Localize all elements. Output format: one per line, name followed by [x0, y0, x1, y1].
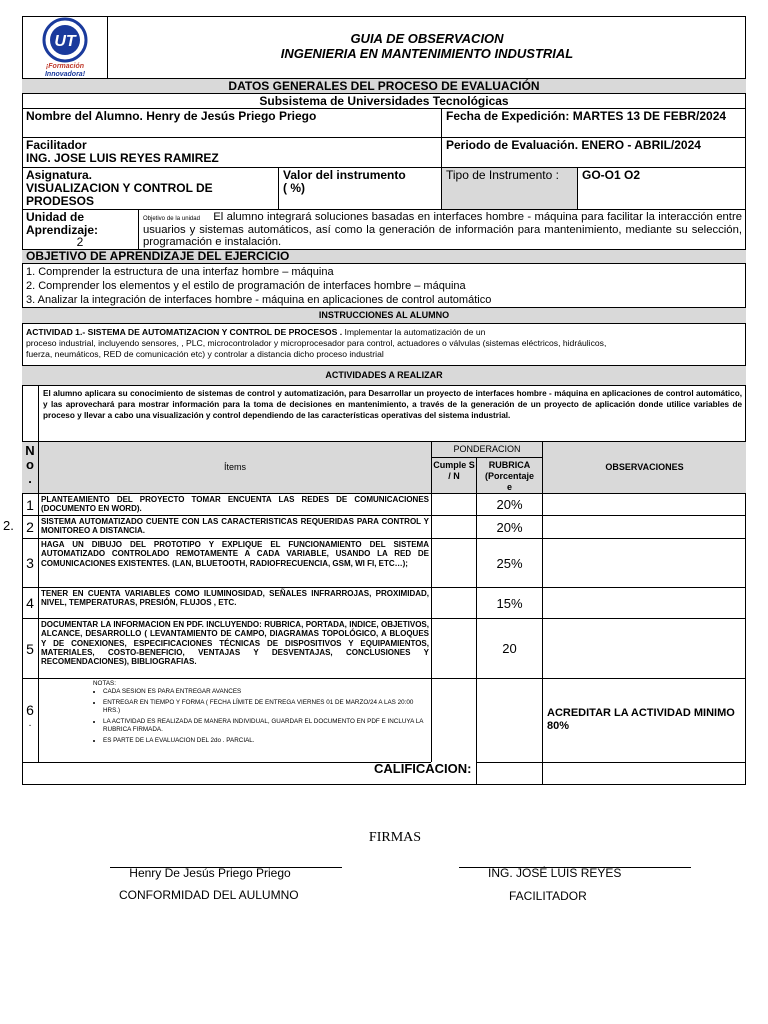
col-no-header: N o . — [22, 441, 38, 493]
row-6-cumple[interactable] — [431, 678, 476, 762]
row-5-observaciones[interactable] — [542, 618, 746, 678]
row-3-item: HAGA UN DIBUJO DEL PROTOTIPO Y EXPLIQUE EL FUNCIONAMIENTO DEL SISTEMA AUTOMATIZADO CONTROLADO REMOTAMENTE A CADA VARIABLE, USANDO LA RED DE COMUNICACIONES EXISTENTES. (LAN, BLUETOOTH, RADIOFRECUENCIA, GSM, WI FI, ETC…); — [38, 538, 431, 587]
logo-text: UT — [54, 33, 76, 50]
instrument-value-label: Valor del instrumento — [283, 168, 406, 182]
subject-name: VISUALIZACION Y CONTROL DE PRODESOS — [26, 181, 213, 208]
learning-unit — [22, 209, 138, 249]
instrument-value-percent: ( %) — [283, 181, 305, 195]
note-4: • ES PARTE DE LA EVALUACION DEL 2do . PARCIAL. — [103, 737, 429, 745]
row-6-no: 6 . — [22, 678, 38, 762]
row-1-rubrica: 20% — [476, 493, 542, 515]
row-2-item: SISTEMA AUTOMATIZADO CUENTE CON LAS CARACTERISTICAS REQUERIDAS PARA CONTROL Y MONITOREO A DISTANCIA. — [38, 515, 431, 538]
title-line-1: GUIA DE OBSERVACION — [350, 31, 504, 46]
row-6-notes — [38, 678, 431, 762]
row-4-cumple[interactable] — [431, 587, 476, 618]
row-4-item: TENER EN CUENTA VARIABLES COMO ILUMINOSIDAD, SEÑALES INFRARROJAS, PROXIMIDAD, NIVEL, TEMPERATURAS, PRESIÓN, FLUJOS , ETC. — [38, 587, 431, 618]
unit-objective — [138, 209, 746, 249]
header-title — [108, 31, 746, 61]
title-line-2: INGENIERIA EN MANTENIMIENTO INDUSTRIAL — [280, 46, 574, 61]
row-4-rubrica: 15% — [476, 587, 542, 618]
calificacion-observaciones[interactable] — [542, 762, 746, 785]
row-1-item: PLANTEAMIENTO DEL PROYECTO TOMAR ENCUENTA LAS REDES DE COMUNICACIONES (DOCUMENTO EN WORD). — [38, 493, 431, 515]
row-3-rubrica: 25% — [476, 538, 542, 587]
activity-title: ACTIVIDAD 1.- SISTEMA DE AUTOMATIZACION Y CONTROL DE PROCESOS . — [26, 327, 343, 337]
subject-label: Asignatura. — [26, 168, 93, 182]
unit-label: Unidad de Aprendizaje: — [26, 210, 99, 237]
row-5-cumple[interactable] — [431, 618, 476, 678]
facilitator-signature-role: FACILITADOR — [509, 889, 587, 903]
activities-description: El alumno aplicara su conocimiento de sistemas de control y automatización, para Desarrollar un proyecto de interfaces hombre - máquina en aplicaciones de control automático, y las aprovechará para mostrar información para la toma de decisiones en mantenimiento, a través de la generación de un proyecto de aplicación donde utilice variables de proceso y llevar a cabo una visualización y control dependiendo de las características operativas del sistema industrial. — [38, 385, 746, 441]
university-logo — [22, 16, 108, 78]
row-5-item: DOCUMENTAR LA INFORMACION EN PDF. INCLUYENDO: RUBRICA, PORTADA, INDICE, OBJETIVOS, ALCANCE, DESARROLLO ( LEVANTAMIENTO DE CAMPO, DIAGRAMAS TOPOLÓGICO, A BLOQUES Y DE CONEXIONES, ESPECIFICACIONES TÉCNICAS DE DISPOSITIVOS Y EQUIPAMIENTOS, MATERIALES, COSTO-BENEFICIO, VENTAJAS Y DESVENTAJAS, CONCLUSIONES Y RECOMENDACIONES), BIBLIOGRAFIAS. — [38, 618, 431, 678]
col-cumple-header: Cumple S / N — [431, 457, 476, 493]
objectives-title: OBJETIVO DE APRENDIZAJE DEL EJERCICIO — [22, 249, 746, 263]
issue-date: Fecha de Expedición: MARTES 13 DE FEBR/2024 — [441, 108, 746, 137]
logo-slogan-2: Innovadora! — [44, 71, 86, 78]
activity-description — [22, 323, 746, 365]
facilitator-signature-name: ING. JOSÉ LUIS REYES — [488, 866, 622, 880]
row-1-observaciones[interactable] — [542, 493, 746, 515]
margin-mark: 2. — [3, 518, 14, 533]
activity-text-1: Implementar la automatización de un — [342, 327, 486, 337]
row-1-cumple[interactable] — [431, 493, 476, 515]
activity-text-2: proceso industrial, incluyendo sensores, , PLC, microcontrolador y microprocesador para control, actuadores o válvulas (sistemas eléctricos, hidráulicos, — [26, 338, 607, 348]
student-signature-name: Henry De Jesús Priego Priego — [129, 866, 291, 880]
facilitator — [22, 137, 441, 167]
row-4-observaciones[interactable] — [542, 587, 746, 618]
instrument-code: GO-O1 O2 — [577, 167, 746, 209]
facilitator-name: ING. JOSE LUIS REYES RAMIREZ — [26, 151, 219, 165]
student-name: Nombre del Alumno. Henry de Jesús Priego Priego — [22, 108, 441, 137]
objective-3: 3. Analizar la integración de interfaces hombre - máquina en aplicaciones de control automático — [26, 294, 492, 306]
instrument-value — [278, 167, 441, 209]
note-1: • CADA SESION ES PARA ENTREGAR AVANCES — [103, 688, 429, 696]
row-4-no: 4 — [22, 587, 38, 618]
activities-title: ACTIVIDADES A REALIZAR — [22, 365, 746, 385]
subsystem-label: Subsistema de Universidades Tecnológicas — [22, 93, 746, 108]
instrument-type-label: Tipo de Instrumento : — [441, 167, 577, 209]
col-items-header: Ítems — [38, 441, 431, 493]
unit-objective-text: El alumno integrará soluciones basadas en interfaces hombre - máquina para facilitar la interacción entre usuarios y sistemas automáticos, así como la generación de información para mantenimiento, mediante su selección, programación e instalación. — [143, 211, 742, 248]
calificacion-spacer — [22, 762, 431, 785]
row-3-cumple[interactable] — [431, 538, 476, 587]
row-3-observaciones[interactable] — [542, 538, 746, 587]
subject — [22, 167, 278, 209]
objective-1: 1. Comprender la estructura de una interfaz hombre – máquina — [26, 266, 334, 278]
signatures-title: FIRMAS — [368, 830, 422, 845]
note-2: • ENTREGAR EN TIEMPO Y FORMA ( FECHA LÍMITE DE ENTREGA VIERNES 01 DE MARZO/24 A LAS 20:00 HRS.) — [103, 699, 429, 715]
logo-slogan-1: ¡Formación — [45, 63, 85, 70]
row-5-no: 5 — [22, 618, 38, 678]
col-observaciones-header: OBSERVACIONES — [542, 441, 746, 493]
student-signature-role: CONFORMIDAD DEL AULUMNO — [119, 888, 299, 902]
header-logo — [22, 16, 108, 78]
notes-title: NOTAS: — [93, 680, 116, 687]
activity-text-3: fuerza, neumáticos, RED de comunicación etc) y controlar a distancia dicho proceso industrial — [26, 349, 384, 359]
unit-objective-label: Objetivo de la unidad — [143, 216, 200, 222]
row-2-no: 2 — [22, 515, 38, 538]
row-2-rubrica: 20% — [476, 515, 542, 538]
instructions-title: INSTRUCCIONES AL ALUMNO — [22, 307, 746, 323]
row-5-rubrica: 20 — [476, 618, 542, 678]
col-ponderacion-header: PONDERACION — [431, 441, 542, 457]
objectives-list — [22, 263, 746, 307]
row-1-no: 1 — [22, 493, 38, 515]
row-3-no: 3 — [22, 538, 38, 587]
row-6-rubrica[interactable] — [476, 678, 542, 762]
row-2-observaciones[interactable] — [542, 515, 746, 538]
row-6-observation: ACREDITAR LA ACTIVIDAD MINIMO 80% — [542, 678, 746, 762]
evaluation-period: Periodo de Evaluación. ENERO - ABRIL/2024 — [441, 137, 746, 167]
col-rubrica-header: RUBRICA (Porcentaje e — [476, 457, 542, 493]
facilitator-label: Facilitador — [26, 138, 87, 152]
activities-left-margin — [22, 385, 38, 441]
row-2-cumple[interactable] — [431, 515, 476, 538]
objective-2: 2. Comprender los elementos y el estilo de programación de interfaces hombre – máquina — [26, 280, 466, 292]
general-data-title: DATOS GENERALES DEL PROCESO DE EVALUACIÓN — [22, 78, 746, 93]
calificacion-cumple[interactable] — [476, 762, 542, 785]
note-3: • LA ACTIVIDAD ES REALIZADA DE MANERA INDIVIDUAL, GUARDAR EL DOCUMENTO EN PDF E INCLUYA LA RUBRICA FIRMADA. — [103, 718, 429, 734]
unit-number: 2 — [76, 235, 84, 249]
calificacion-divider — [476, 762, 477, 785]
calificacion-label: CALIFICACION: — [374, 761, 472, 776]
